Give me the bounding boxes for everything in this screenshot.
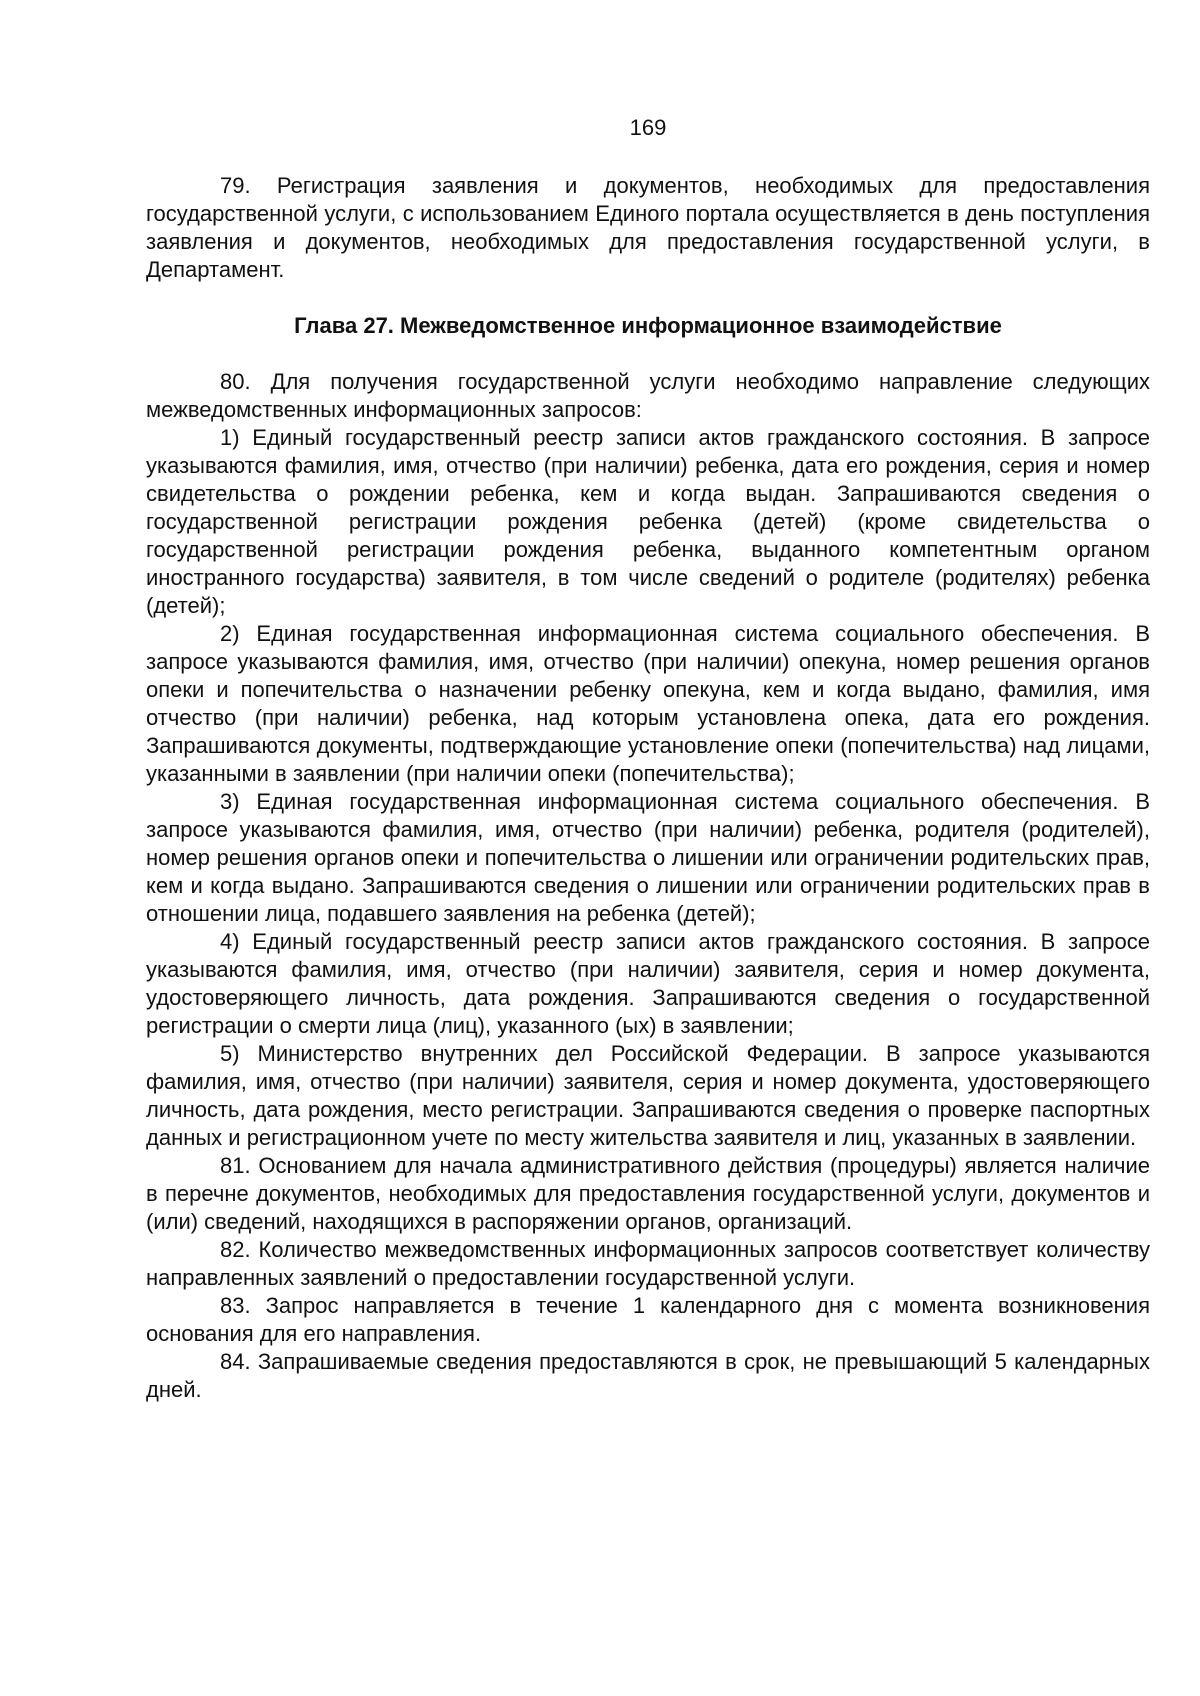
section-main — [146, 368, 1150, 1404]
paragraph-82: 82. Количество межведомственных информационных запросов соответствует количеству направленных заявлений о предоставлении государственной услуги. — [146, 1237, 1150, 1290]
paragraph-80: 80. Для получения государственной услуги необходимо направление следующих межведомственных информационных запросов: — [146, 369, 1150, 422]
list-item-1: 1) Единый государственный реестр записи актов гражданского состояния. В запросе указываются фамилия, имя, отчество (при наличии) ребенка, дата его рождения, серия и номер свидетельства о рождении ребенка, кем и когда выдан. Запрашиваются сведения о государственной регистрации рождения ребенка (детей) (кроме свидетельства о государственной регистрации рождения ребенка, выданного компетентным органом иностранного государства) заявителя, в том числе сведений о родителе (родителях) ребенка (детей); — [146, 425, 1150, 618]
chapter-heading: Глава 27. Межведомственное информационное взаимодействие — [294, 313, 1002, 338]
list-item-4: 4) Единый государственный реестр записи актов гражданского состояния. В запросе указываются фамилия, имя, отчество (при наличии) заявителя, серия и номер документа, удостоверяющего личность, дата рождения. Запрашиваются сведения о государственной регистрации о смерти лица (лиц), указанного (ых) в заявлении; — [146, 929, 1150, 1038]
list-item-2: 2) Единая государственная информационная система социального обеспечения. В запросе указываются фамилия, имя, отчество (при наличии) опекуна, номер решения органов опеки и попечительства о назначении ребенку опекуна, кем и когда выдано, фамилия, имя отчество (при наличии) ребенка, над которым установлена опека, дата его рождения. Запрашиваются документы, подтверждающие установление опеки (попечительства) над лицами, указанными в заявлении (при наличии опеки (попечительства); — [146, 621, 1150, 786]
page-number: 169 — [629, 115, 667, 140]
paragraph-84: 84. Запрашиваемые сведения предоставляются в срок, не превышающий 5 календарных дней. — [146, 1349, 1150, 1402]
paragraph-81: 81. Основанием для начала административного действия (процедуры) является наличие в перечне документов, необходимых для предоставления государственной услуги, документов и (или) сведений, находящихся в распоряжении органов, организаций. — [146, 1153, 1150, 1234]
section-intro — [146, 172, 1150, 284]
paragraph-83: 83. Запрос направляется в течение 1 календарного дня с момента возникновения основания для его направления. — [146, 1293, 1150, 1346]
list-item-3: 3) Единая государственная информационная система социального обеспечения. В запросе указываются фамилия, имя, отчество (при наличии) ребенка, родителя (родителей), номер решения органов опеки и попечительства о лишении или ограничении родительских прав, кем и когда выдано. Запрашиваются сведения о лишении или ограничении родительских прав в отношении лица, подавшего заявления на ребенка (детей); — [146, 789, 1150, 926]
paragraph-79: 79. Регистрация заявления и документов, необходимых для предоставления государственной услуги, с использованием Единого портала осуществляется в день поступления заявления и документов, необходимых для предоставления государственной услуги, в Департамент. — [146, 173, 1150, 282]
list-item-5: 5) Министерство внутренних дел Российской Федерации. В запросе указываются фамилия, имя, отчество (при наличии) заявителя, серия и номер документа, удостоверяющего личность, дата рождения, место регистрации. Запрашиваются сведения о проверке паспортных данных и регистрационном учете по месту жительства заявителя и лиц, указанных в заявлении. — [146, 1041, 1150, 1150]
